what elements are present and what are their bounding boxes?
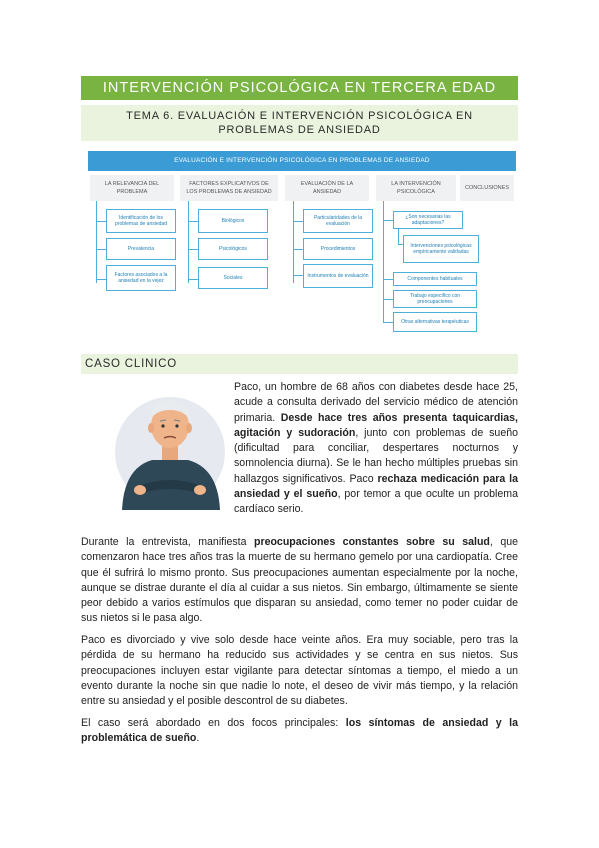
- diagram-box: Biológicos: [198, 209, 268, 233]
- connector-line: [383, 322, 393, 323]
- connector-line: [398, 229, 399, 244]
- text-run: Paco, un hombre de 68 años con diabetes desde hace 25, acude a consulta derivado del servicio médico de atención primaria.: [234, 381, 518, 424]
- connector-line: [96, 249, 106, 250]
- column-header-evaluacion: EVALUACIÓN DE LA ANSIEDAD: [285, 175, 369, 201]
- connector-line: [96, 201, 97, 283]
- concept-map-title: EVALUACIÓN E INTERVENCIÓN PSICOLÓGICA EN PROBLEMAS DE ANSIEDAD: [88, 151, 516, 171]
- connector-line: [188, 201, 189, 283]
- course-title-banner: INTERVENCIÓN PSICOLÓGICA EN TERCERA EDAD: [81, 76, 518, 100]
- bold-text-run: preocupaciones constantes sobre su salud: [253, 536, 490, 548]
- bold-text-run: rechaza medicación para la ansiedad y el sueño: [234, 472, 518, 501]
- diagram-box: Psicológicos: [198, 238, 268, 260]
- text-run: Durante la entrevista, manifiesta: [81, 536, 254, 548]
- diagram-box: Identificación de los problemas de ansiedad: [106, 209, 176, 233]
- connector-line: [383, 279, 393, 280]
- case-paragraph-3: Paco es divorciado y vive solo desde hace veinte años. Era muy sociable, pero tras la pérdida de su hermano ha reducido sus actividades y se centra en sus nietos. Sus preocupaciones incluyen estar vigilante para detectar síntomas a tiempo, el miedo a un evento durante la noche sin que nadie lo note, el deseo de vivir más tiempo, y la relación entre su ansiedad y el posible descontrol de su diabetes.: [81, 634, 518, 708]
- connector-line: [293, 221, 303, 222]
- topic-subtitle: [81, 105, 518, 141]
- concept-map: [88, 151, 516, 336]
- connector-line: [293, 275, 303, 276]
- subtitle-line-2: PROBLEMAS DE ANSIEDAD: [218, 124, 381, 136]
- diagram-box: Particularidades de la evaluación: [303, 209, 373, 233]
- connector-line: [188, 221, 198, 222]
- case-paragraph-4: [81, 716, 518, 747]
- connector-line: [293, 201, 294, 283]
- connector-line: [188, 249, 198, 250]
- connector-line: [96, 221, 106, 222]
- elderly-man-illustration: [110, 390, 225, 510]
- diagram-box: Instrumentos de evaluación: [303, 264, 373, 288]
- text-run: , junto con problemas de sueño (dificultad para conciliar, despertares nocturnos y somnolencia diurna). Se le han hecho múltiples pruebas sin hallazgos significativos. Paco: [234, 426, 518, 485]
- connector-line: [188, 279, 198, 280]
- diagram-box: Factores asociados a la ansiedad en la vejez: [106, 265, 176, 291]
- diagram-box: Procedimientos: [303, 238, 373, 260]
- column-header-relevancia: LA RELEVANCIA DEL PROBLEMA: [90, 175, 174, 201]
- bold-text-run: Desde hace tres años presenta taquicardias, agitación y sudoración: [234, 411, 518, 439]
- text-run: , que comenzaron hace tres años tras la muerte de su hermano gemelo por una cardiopatía. Cree que él sufrirá lo mismo pronto. Sus preocupaciones aumentan especialmente por la noche, aunque se distrae durante el día al cuidar a sus nietos. Sin embargo, últimamente se siente peor debido a varios estímulos que disparan su ansiedad, como temer no poder cuidar de sus nietos si le pasa algo.: [81, 536, 518, 625]
- text-run: El caso será abordado en dos focos principales:: [81, 717, 346, 729]
- diagram-box: Otras alternativas terapéuticas: [393, 312, 477, 332]
- subtitle-line-1: TEMA 6. EVALUACIÓN E INTERVENCIÓN PSICOLÓGICA EN: [126, 110, 473, 122]
- connector-line: [383, 299, 393, 300]
- diagram-box: Componentes habituales: [393, 272, 477, 286]
- text-run: , por temor a que oculte un problema cardíaco serio.: [234, 488, 518, 516]
- diagram-box: Intervenciones psicológicas empíricamente validadas: [403, 235, 479, 263]
- column-header-conclusiones: CONCLUSIONES: [460, 175, 514, 201]
- case-paragraph-1: [234, 380, 518, 518]
- connector-line: [293, 249, 303, 250]
- text-run: .: [196, 732, 200, 745]
- connector-line: [383, 220, 393, 221]
- diagram-box: Trabajo específico con preocupaciones: [393, 290, 477, 308]
- column-header-intervencion: LA INTERVENCIÓN PSICOLÓGICA: [376, 175, 456, 201]
- section-title-caso-clinico: CASO CLINICO: [81, 354, 518, 374]
- connector-line: [96, 279, 106, 280]
- diagram-box: Prevalencia: [106, 238, 176, 260]
- diagram-box: Sociales: [198, 267, 268, 289]
- bold-text-run: los síntomas de ansiedad y la problemática de sueño: [81, 717, 518, 745]
- case-paragraph-2: [81, 535, 518, 627]
- column-header-factores: FACTORES EXPLICATIVOS DE LOS PROBLEMAS DE ANSIEDAD: [180, 175, 278, 201]
- diagram-box: ¿Son necesarias las adaptaciones?: [393, 211, 463, 229]
